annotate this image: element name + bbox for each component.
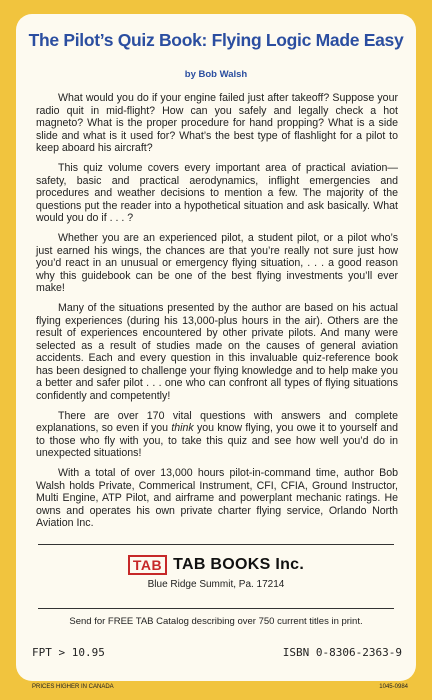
- publisher-row: [128, 555, 304, 575]
- code-row: [32, 646, 402, 659]
- blurb-paragraph-4: Many of the situations presented by the author are based on his actual flying experiences (during his 13,000-plus hours in the air). Others are the result of experiences encountered by other private pilots. And many were selected as a result of studies made on the causes of general aviation accidents. Each and every question in this invaluable quiz-reference book has been designed to challenge your flying knowledge and to help make you a better and safer pilot . . . one who can confront all types of flying situations confidently and competently!: [36, 301, 398, 403]
- blurb-paragraph-1: What would you do if your engine failed just after takeoff? Suppose your radio quit in mid-flight? How can you safely and legally check a hot magneto? What is the proper procedure for hand propping? What is a side slide and what is it used for? What’s the best type of flashlight for a pilot to keep aboard his aircraft?: [36, 92, 398, 155]
- author-bio-paragraph: With a total of over 13,000 hours pilot-in-command time, author Bob Walsh holds Private, Commerical Instrument, CFI, CFIA, Ground Instructor, Multi Engine, ATP Pilot, and airframe and powerplant mechanic ratings. He owns and operates his own private charter flying service, Orlando North Aviation Inc.: [36, 467, 398, 530]
- blurb-paragraph-3: Whether you are an experienced pilot, a student pilot, or a pilot who’s just earned his wings, the chances are that you’re really not sure just how you’d react in an unusual or emergency flying situation, . . . a good reason why this guidebook can be one of the best flying investments you’ll ever make!: [36, 231, 398, 295]
- footer-row: [32, 684, 408, 690]
- book-title: The Pilot’s Quiz Book: Flying Logic Made Easy: [28, 30, 404, 50]
- isbn-code: ISBN 0-8306-2363-9: [282, 646, 402, 659]
- blurb-paragraph-5-end: you know flying, you owe it to yourself and to those who fly with you, to take this quiz and see how well you’d do in unexpected situations!: [36, 422, 399, 460]
- catalog-number: 1045-0984: [379, 684, 408, 690]
- publisher-address: Blue Ridge Summit, Pa. 17214: [147, 579, 285, 590]
- blurb-paragraph-5-start: There are over 170 vital questions with answers and complete explanations, so even if you: [36, 409, 398, 435]
- blurb-emphasis: think: [171, 422, 194, 435]
- publisher-name: TAB BOOKS Inc.: [173, 556, 305, 573]
- catalog-notice: Send for FREE TAB Catalog describing over 750 current titles in print.: [69, 616, 363, 627]
- tab-logo: TAB: [128, 555, 167, 575]
- back-cover-card: [16, 14, 416, 690]
- book-author: by Bob Walsh: [184, 69, 248, 80]
- blurb-paragraph-5: [36, 410, 398, 460]
- blurb-paragraph-2: This quiz volume covers every important area of practical aviation—safety, basic and practical aerodynamics, inflight emergencies and procedures and weather decisions to mention a few. The majority of the questions put the reader into a hypothetical situation and ask basically. What would you do if . . . ?: [36, 161, 398, 225]
- divider-bottom: [38, 608, 394, 609]
- publisher-block: [16, 555, 416, 590]
- divider-top: [38, 544, 394, 545]
- blurb-body: [36, 92, 398, 537]
- canada-price-note: PRICES HIGHER IN CANADA: [32, 684, 114, 690]
- price-code: FPT > 10.95: [32, 646, 105, 659]
